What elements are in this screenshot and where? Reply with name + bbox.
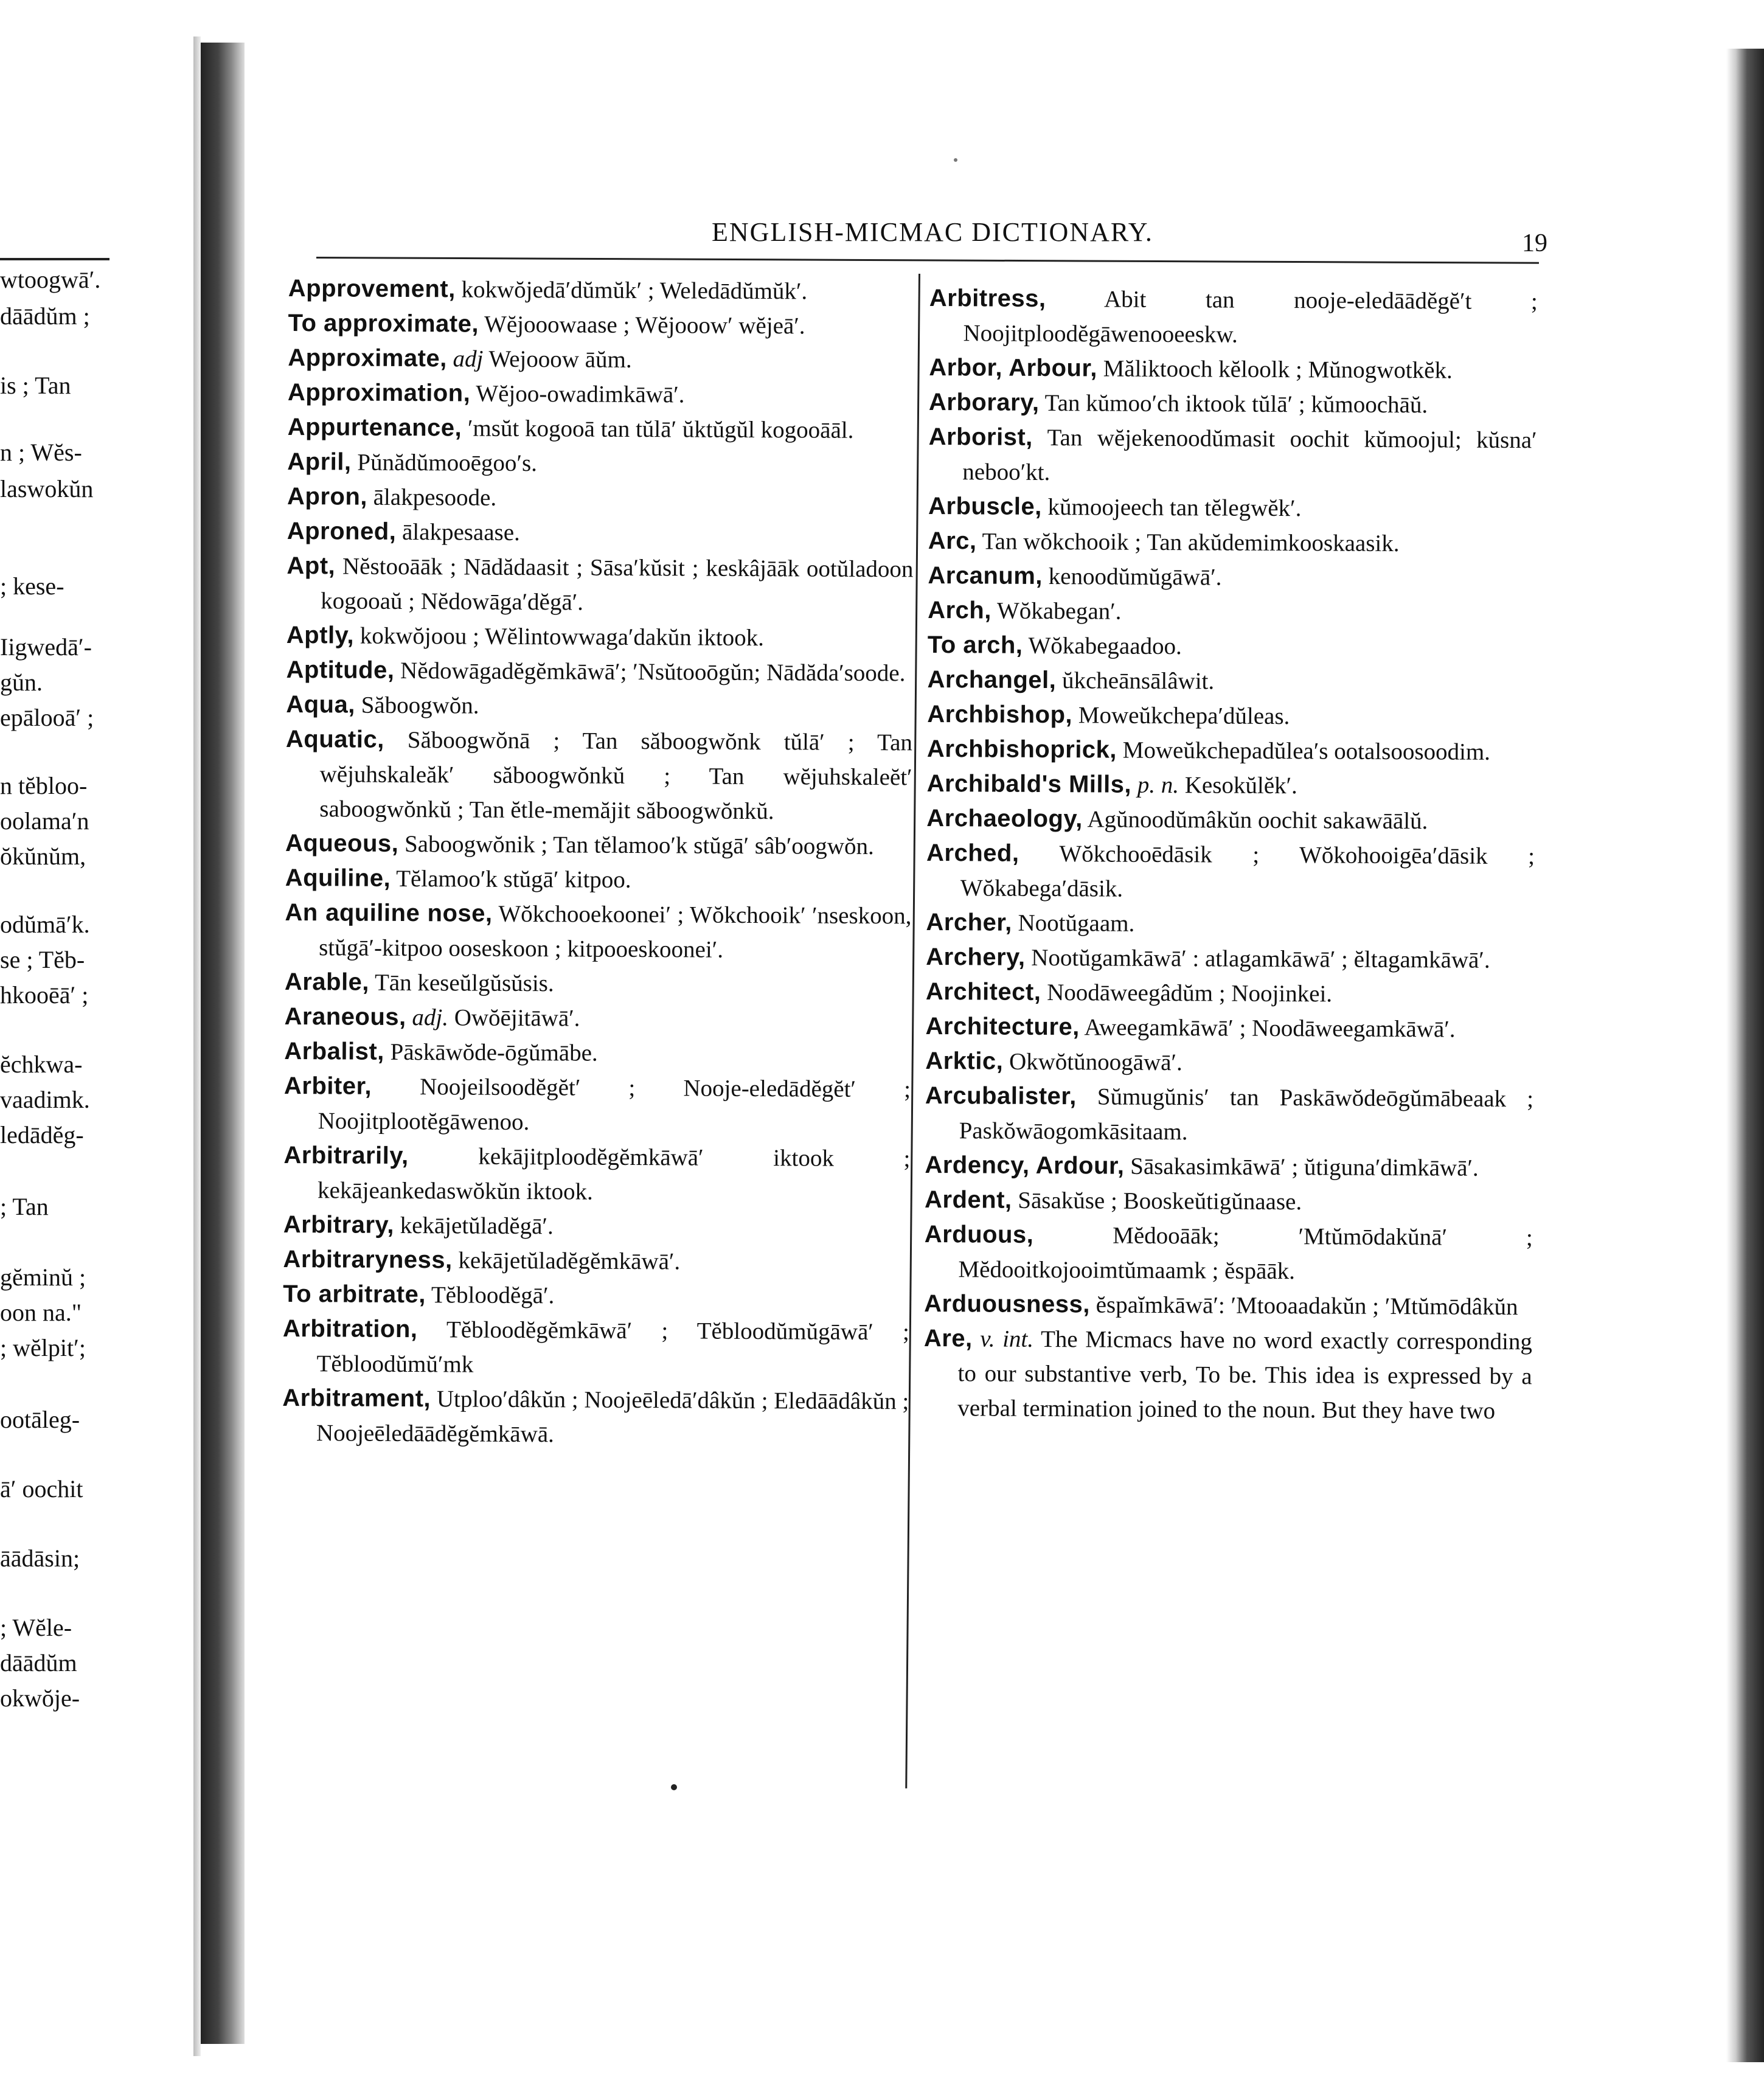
entry-headword: Arcubalister, — [925, 1082, 1077, 1110]
entry-definition: Nĕstooāāk ; Nādădaasit ; Sāsa′kŭsit ; keskâjāāk ootŭladoon kogooaŭ ; Nĕdowāga′dĕgā′. — [321, 553, 914, 616]
entry-definition: Măliktooch kĕloolk ; Mŭnogwotkĕk. — [1103, 355, 1453, 384]
entry-headword: Arbuscle, — [928, 492, 1042, 520]
left-column-entries — [282, 271, 915, 1453]
entry-definition: ālakpesaase. — [401, 518, 520, 546]
entry-headword: Arch, — [928, 596, 992, 624]
dictionary-entry — [927, 697, 1535, 735]
entry-headword: Arborary, — [928, 388, 1040, 416]
dictionary-entry — [926, 836, 1535, 908]
left-page-line: n tĕbloo- — [0, 772, 88, 799]
left-page-line: Iigwedā′- — [0, 633, 92, 661]
entry-definition: Kesokŭlĕk′. — [1184, 772, 1297, 799]
entry-definition: Nootŭgaam. — [1018, 909, 1135, 937]
dictionary-entry — [927, 662, 1535, 700]
entry-headword: Arched, — [926, 839, 1019, 867]
entry-headword: Ardency, Ardour, — [925, 1151, 1125, 1180]
dictionary-entry — [282, 1381, 909, 1453]
dictionary-entry — [927, 732, 1535, 770]
entry-headword: Arable, — [284, 968, 370, 996]
left-page-line: ; Wĕle- — [0, 1614, 72, 1641]
entry-headword: Arbor, Arbour, — [929, 353, 1098, 382]
entry-headword: Arbitration, — [282, 1315, 418, 1343]
entry-headword: Are, — [923, 1324, 973, 1352]
entry-headword: Architect, — [925, 978, 1041, 1006]
entry-definition: Wejooow āŭm. — [488, 346, 632, 373]
entry-headword: Apron, — [286, 482, 368, 510]
book-spine-shadow — [201, 43, 245, 2044]
entry-headword: Architecture, — [925, 1012, 1080, 1041]
dictionary-entry — [287, 514, 914, 552]
entry-headword: Archery, — [926, 943, 1026, 971]
dictionary-entry — [929, 385, 1537, 423]
page-number: 19 — [1522, 229, 1547, 257]
entry-definition: Utploo′dâkŭn ; Noojeēledā′dâkŭn ; Eledāādâkŭn ; Noojeēledāādĕgĕmkāwā. — [316, 1386, 909, 1448]
dictionary-entry — [926, 975, 1534, 1012]
entry-definition: Sāsakasimkāwā′ ; ŭtiguna′dimkāwā′. — [1130, 1153, 1479, 1181]
dictionary-entry — [284, 1069, 911, 1141]
dictionary-entry — [283, 1242, 909, 1280]
entry-headword: To arbitrate, — [283, 1280, 426, 1308]
entry-headword: Aproned, — [286, 517, 397, 545]
dictionary-entry — [286, 653, 912, 690]
entry-definition: Noodāweegâdŭm ; Noojinkei. — [1047, 979, 1333, 1007]
entry-headword: Approvement, — [288, 274, 456, 303]
right-page-edge — [1726, 49, 1764, 2062]
left-page-edge-shadow — [193, 36, 201, 2056]
dictionary-entry — [286, 618, 913, 656]
entry-headword: Arduousness, — [924, 1290, 1091, 1318]
left-page-line: okwŏje- — [0, 1684, 80, 1712]
left-page-line: n ; Wĕs- — [0, 439, 82, 466]
dictionary-entry — [288, 306, 914, 344]
entry-headword: Approximation, — [287, 378, 471, 407]
entry-definition: ĕspaĭmkāwā′: ′Mtooaadakŭn ; ′Mtŭmōdâkŭn — [1096, 1291, 1518, 1321]
entry-definition: Săboogwŏn. — [361, 692, 479, 719]
entry-grammar-label: adj. — [412, 1004, 449, 1031]
left-page-line: ootāleg- — [0, 1406, 80, 1433]
paper-speck — [954, 158, 957, 162]
dictionary-entry — [288, 375, 914, 413]
left-page-line: odŭmā′k. — [0, 911, 90, 938]
entry-definition: Noojeilsoodĕgĕt′ ; Nooje-eledādĕgĕt′ ; Noojitplootĕgāwenoo. — [318, 1074, 911, 1136]
entry-definition: Nootŭgamkāwā′ : atlagamkāwā′ ; ĕltagamkāwā′. — [1031, 944, 1490, 973]
left-page-line: dāādŭm — [0, 1649, 77, 1677]
entry-headword: Arduous, — [924, 1220, 1034, 1248]
entry-definition: Owŏējitāwā′. — [454, 1004, 580, 1032]
entry-definition: Moweŭkchepadŭlea′s ootalsoosoodim. — [1122, 737, 1491, 765]
entry-definition: kekājetŭladĕgĕmkāwā′. — [458, 1247, 681, 1275]
entry-definition: Pŭnădŭmooēgoo′s. — [357, 449, 538, 477]
left-page-line: hkooēā′ ; — [0, 981, 89, 1009]
dictionary-entry — [287, 479, 914, 517]
entry-headword: Arcanum, — [928, 561, 1043, 589]
entry-headword: Apt, — [286, 552, 336, 580]
entry-definition: Moweŭkchepa′dŭleas. — [1078, 702, 1290, 730]
entry-headword: Approximate, — [288, 344, 447, 372]
header-rule — [316, 257, 1539, 264]
left-page-line: oon na." — [0, 1299, 82, 1326]
dictionary-entry — [928, 420, 1537, 492]
dictionary-entry — [282, 1312, 909, 1384]
left-page-line: ledādĕg- — [0, 1121, 84, 1148]
entry-definition: Tān keseŭlgŭsŭsis. — [374, 969, 554, 997]
entry-headword: To arch, — [927, 631, 1023, 659]
entry-definition: ālakpesoode. — [373, 484, 497, 511]
entry-definition: Săboogwŏnā ; Tan săboogwŏnk tŭlā′ ; Tan wĕjuhskaleăk′ săboogwŏnkŭ ; Tan wĕjuhskaleĕt′ saboogwŏnkŭ ; Tan ĕtle-memăjit săboogwŏnkŭ. — [319, 727, 913, 825]
entry-headword: Archaeology, — [926, 804, 1083, 833]
entry-definition: Tan wŏkchooik ; Tan akŭdemimkooskaasik. — [982, 528, 1400, 557]
left-page-line: vaadimk. — [0, 1086, 90, 1113]
dictionary-entry — [286, 687, 912, 725]
dictionary-entry — [925, 1079, 1534, 1151]
entry-definition: The Micmacs have no word exactly corresponding to our substantive verb, To be. This idea is expressed by a verbal termination joined to the noun. But they have two — [957, 1326, 1533, 1424]
entry-headword: Arbitraryness, — [283, 1245, 453, 1274]
entry-headword: Araneous, — [284, 1003, 406, 1031]
dictionary-entry — [288, 341, 914, 378]
entry-definition: Nĕdowāgadĕgĕmkāwā′; ′Nsŭtooōgŭn; Nādăda′soode. — [400, 657, 906, 687]
entry-definition: Pāskāwŏde-ōgŭmābe. — [390, 1038, 598, 1066]
left-page-rule — [0, 258, 109, 260]
entry-headword: Arbiter, — [283, 1072, 372, 1100]
dictionary-entry — [284, 1034, 911, 1072]
dictionary-entry — [288, 271, 915, 309]
entry-grammar-label: p. n. — [1137, 771, 1179, 799]
dictionary-entry — [285, 826, 912, 864]
entry-definition: Wĕjoo-owadimkāwā′. — [476, 380, 685, 408]
dictionary-entry — [924, 1217, 1533, 1290]
entry-headword: An aquiline nose, — [285, 898, 493, 927]
left-page-line: se ; Tĕb- — [0, 946, 85, 973]
dictionary-entry — [928, 593, 1536, 631]
entry-definition: Tĕlamoo′k stŭgā′ kitpoo. — [396, 865, 631, 893]
entry-headword: Aqueous, — [285, 829, 399, 857]
entry-definition: Aweegamkāwā′ ; Noodāweegamkāwā′. — [1084, 1014, 1456, 1043]
entry-headword: Archangel, — [927, 665, 1057, 694]
dictionary-entry — [924, 1287, 1532, 1324]
entry-definition: Agŭnoodŭmâkŭn oochit sakawāālŭ. — [1087, 806, 1428, 835]
dictionary-entry — [928, 524, 1537, 561]
left-facing-page — [0, 0, 201, 2078]
entry-definition: ŭkcheānsālâwit. — [1061, 667, 1215, 695]
entry-definition: Saboogwŏnik ; Tan tĕlamoo′k stŭgā′ sâb′oogwŏn. — [404, 831, 874, 860]
dictionary-entry — [925, 1044, 1533, 1082]
entry-definition: Wŏkabegaadoo. — [1028, 632, 1182, 660]
entry-headword: Arborist, — [928, 423, 1033, 451]
entry-headword: April, — [287, 448, 352, 476]
entry-headword: Aptitude, — [286, 656, 395, 684]
entry-definition: Tan wĕjekenoodŭmasit oochit kŭmoojul; kŭsna′ neboo′kt. — [962, 425, 1537, 486]
left-page-line: ; wĕlpit′; — [0, 1334, 86, 1361]
dictionary-entry — [923, 1321, 1532, 1428]
entry-definition: Mĕdooāāk; ′Mtŭmōdakŭnā′ ; Mĕdooitkojooimtŭmaamk ; ĕspāāk. — [958, 1222, 1533, 1285]
dictionary-entry — [929, 350, 1537, 388]
left-page-line: epālooā′ ; — [0, 704, 94, 731]
running-header: ENGLISH-MICMAC DICTIONARY. — [712, 217, 1153, 247]
dictionary-entry — [926, 940, 1534, 978]
entry-definition: kekājitploodĕgĕmkāwā′ iktook ; kekājeankedaswŏkŭn iktook. — [317, 1143, 911, 1205]
entry-definition: Tĕbloodĕgĕmkāwā′ ; Tĕbloodŭmŭgāwā′ ; Tĕbloodŭmŭ′mk — [316, 1316, 910, 1378]
entry-definition: Tĕbloodĕgā′. — [431, 1282, 555, 1309]
dictionary-entry — [928, 628, 1536, 665]
entry-definition: kekājetŭladĕgā′. — [400, 1212, 554, 1240]
dictionary-entry — [285, 965, 911, 1003]
entry-headword: Appurtenance, — [287, 413, 462, 442]
entry-headword: Ardent, — [924, 1186, 1012, 1214]
entry-definition: kŭmoojeech tan tĕlegwĕk′. — [1047, 494, 1302, 522]
left-page-line: gŭn. — [0, 669, 43, 696]
dictionary-entry — [283, 1138, 911, 1211]
dictionary-entry — [287, 445, 914, 482]
entry-definition: ′msŭt kogooā tan tŭlā′ ŭktŭgŭl kogooāāl. — [467, 415, 854, 443]
left-page-line: wtoogwā′. — [0, 266, 101, 293]
left-page-line: gĕminŭ ; — [0, 1263, 86, 1291]
left-page-line: is ; Tan — [0, 372, 71, 399]
entry-headword: Arbitrary, — [283, 1211, 395, 1239]
entry-headword: Archbishoprick, — [926, 735, 1117, 763]
dictionary-entry — [925, 1148, 1533, 1186]
left-page-line: ĕchkwa- — [0, 1051, 83, 1078]
entry-headword: Arbitrarily, — [283, 1141, 409, 1170]
entry-headword: Aquatic, — [285, 725, 384, 753]
entry-headword: Archer, — [926, 908, 1012, 936]
entry-definition: Wĕjooowaase ; Wĕjooow′ wĕjeā′. — [484, 311, 805, 339]
entry-definition: Tan kŭmoo′ch iktook tŭlā′ ; kŭmoochāŭ. — [1044, 389, 1428, 419]
entry-definition: Abit tan nooje-eledāādĕgĕ′t ; Noojitploodĕgāwenooeeskw. — [963, 286, 1538, 348]
dictionary-entry — [285, 722, 912, 829]
left-page-line: ; Tan — [0, 1193, 49, 1220]
entry-headword: Arbitrament, — [282, 1384, 431, 1413]
dictionary-entry — [283, 1208, 910, 1245]
entry-definition: Wŏkchooēdāsik ; Wŏkohooigēa′dāsik ; Wŏkabega′dāsik. — [960, 841, 1535, 902]
left-page-line: ; kese- — [0, 572, 64, 600]
entry-headword: To approximate, — [288, 309, 479, 338]
dictionary-entry — [926, 905, 1534, 943]
dictionary-entry — [286, 549, 914, 621]
entry-headword: Arktic, — [925, 1047, 1004, 1075]
dictionary-entry — [925, 1183, 1533, 1220]
entry-definition: kenoodŭmŭgāwā′. — [1048, 563, 1222, 591]
entry-headword: Aquiline, — [285, 864, 391, 892]
entry-definition: Okwŏtŭnoogāwā′. — [1009, 1048, 1182, 1076]
entry-headword: Arc, — [928, 527, 977, 555]
left-page-line: ā′ oochit — [0, 1475, 83, 1503]
entry-headword: Archibald's Mills, — [926, 770, 1132, 798]
entry-definition: Sŭmugŭnis′ tan Paskāwŏdeōgŭmābeaak ; Paskŏwāogomkāsitaam. — [959, 1083, 1534, 1145]
entry-headword: Archbishop, — [927, 700, 1073, 729]
left-page-line: āādāsin; — [0, 1545, 80, 1572]
dictionary-entry — [928, 489, 1537, 527]
left-page-line: dāādŭm ; — [0, 302, 90, 330]
entry-definition: kokwŏjedā′dŭmŭk′ ; Weledādŭmŭk′. — [461, 276, 808, 305]
dictionary-entry — [285, 861, 912, 898]
dictionary-entry — [925, 1009, 1533, 1047]
dictionary-entry — [284, 999, 911, 1037]
entry-definition: kokwŏjoou ; Wĕlintowwaga′dakŭn iktook. — [359, 622, 765, 652]
entry-definition: Sāsakŭse ; Booskeŭtigŭnaase. — [1018, 1187, 1302, 1215]
left-page-line: oolama′n — [0, 807, 89, 835]
right-column-entries — [923, 281, 1538, 1428]
left-page-line: ŏkŭnŭm, — [0, 843, 86, 870]
entry-headword: Aqua, — [286, 690, 356, 718]
dictionary-entry — [927, 766, 1535, 804]
entry-definition: Wŏkchooekoonei′ ; Wŏkchooik′ ′nseskoon, stŭgā′-kitpoo ooseskoon ; kitpooeskoonei′. — [319, 900, 912, 963]
dictionary-entry — [285, 895, 912, 968]
dictionary-entry — [283, 1277, 909, 1315]
entry-grammar-label: v. int. — [980, 1326, 1034, 1352]
dictionary-entry — [288, 410, 914, 448]
left-page-line: laswokŭn — [0, 475, 94, 502]
printer-dot — [671, 1784, 677, 1790]
entry-definition: Wŏkabegan′. — [996, 597, 1122, 625]
dictionary-entry — [928, 558, 1536, 596]
dictionary-entry — [929, 281, 1538, 353]
entry-grammar-label: adj — [453, 346, 484, 372]
entry-headword: Arbalist, — [284, 1037, 384, 1065]
dictionary-entry — [926, 801, 1535, 839]
entry-headword: Aptly, — [286, 621, 355, 649]
entry-headword: Arbitress, — [929, 284, 1046, 313]
